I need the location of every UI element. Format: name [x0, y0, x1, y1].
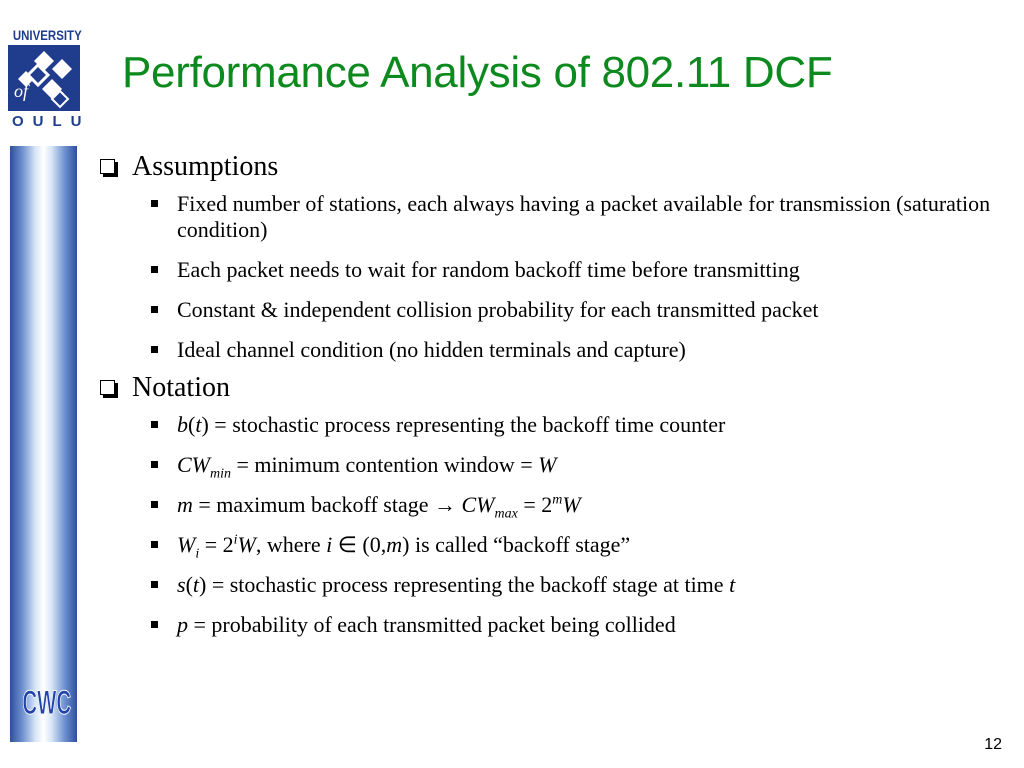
- math-var: i: [326, 532, 333, 557]
- heading-text: Notation: [132, 372, 230, 403]
- square-bullet-icon: [151, 421, 158, 428]
- square-bullet-icon: [151, 621, 158, 628]
- square-bullet-icon: [151, 266, 158, 273]
- section-heading-assumptions: [96, 150, 1016, 184]
- math-var: s: [177, 572, 186, 597]
- list-item: [96, 297, 1016, 323]
- list-item: [96, 257, 1016, 283]
- math-var: t: [195, 412, 202, 437]
- math-var: W: [538, 452, 557, 477]
- math-var: b: [177, 412, 188, 437]
- math-var: W: [237, 532, 256, 557]
- list-item-text: Ideal channel condition (no hidden terminals and capture): [177, 337, 686, 362]
- slide-title: Performance Analysis of 802.11 DCF: [122, 48, 833, 97]
- math-var: CW: [177, 452, 210, 477]
- math-var: W: [177, 532, 196, 557]
- square-bullet-icon: [151, 200, 158, 207]
- math-eq: ∈ (0,: [332, 532, 387, 557]
- math-var: m: [386, 532, 403, 557]
- math-paren: (: [185, 572, 193, 597]
- list-item: [96, 612, 1016, 638]
- page-number: 12: [984, 736, 1002, 753]
- list-item-text: = stochastic process representing the backoff time counter: [208, 412, 726, 437]
- math-var: W: [562, 492, 581, 517]
- decorative-sidebar: [10, 146, 77, 742]
- list-item-text: ) is called “backoff stage”: [402, 532, 631, 557]
- math-eq: = 2: [199, 532, 234, 557]
- heading-text: Assumptions: [132, 151, 279, 182]
- svg-text:of: of: [14, 81, 29, 101]
- list-item: [96, 572, 1016, 598]
- list-item: [96, 532, 1016, 562]
- square-bullet-icon: [151, 306, 158, 313]
- square-bullet-icon: [151, 581, 158, 588]
- math-eq: = 2: [517, 492, 553, 517]
- list-item-text: = maximum backoff stage →: [192, 492, 462, 517]
- list-item-text: Constant & independent collision probability for each transmitted packet: [177, 297, 819, 322]
- math-subscript: i: [195, 546, 200, 562]
- square-bullet-icon: [151, 501, 158, 508]
- math-superscript: i: [233, 532, 238, 548]
- logo-top-text: UNIVERSITY: [12, 27, 82, 43]
- slide-content: [96, 150, 1016, 652]
- math-var: p: [177, 612, 188, 637]
- logo-pattern-icon: [8, 45, 80, 111]
- list-item: [96, 337, 1016, 363]
- math-subscript: min: [210, 466, 231, 482]
- list-item-text: Fixed number of stations, each always having a packet available for transmission (saturation condition): [177, 191, 991, 242]
- math-subscript: max: [494, 506, 518, 522]
- math-var: t: [729, 572, 736, 597]
- square-bullet-icon: [151, 541, 158, 548]
- list-item-text: ) = stochastic process representing the backoff stage at time: [199, 572, 730, 597]
- logo-emblem: [8, 45, 80, 111]
- math-superscript: m: [552, 492, 563, 508]
- list-item: [96, 492, 1016, 522]
- list-item: [96, 452, 1016, 482]
- cwc-logo-text: CWC: [22, 684, 72, 722]
- math-paren: ): [201, 412, 209, 437]
- list-item-text: Each packet needs to wait for random backoff time before transmitting: [177, 257, 800, 282]
- square-bullet-icon: [151, 461, 158, 468]
- math-var: m: [177, 492, 193, 517]
- logo-bottom-text: OULU: [12, 113, 91, 130]
- list-item-text: = probability of each transmitted packet being collided: [188, 612, 676, 637]
- university-of-oulu-logo: [6, 27, 91, 131]
- hollow-box-bullet-icon: [100, 380, 115, 395]
- math-var: t: [192, 572, 200, 597]
- math-paren: (: [188, 412, 196, 437]
- list-item: [96, 191, 1016, 243]
- section-heading-notation: [96, 371, 1016, 405]
- list-item: [96, 412, 1016, 438]
- hollow-box-bullet-icon: [100, 159, 115, 174]
- list-item-text: = minimum contention window =: [231, 452, 539, 477]
- math-var: CW: [461, 492, 495, 517]
- list-item-text: , where: [255, 532, 327, 557]
- square-bullet-icon: [151, 346, 158, 353]
